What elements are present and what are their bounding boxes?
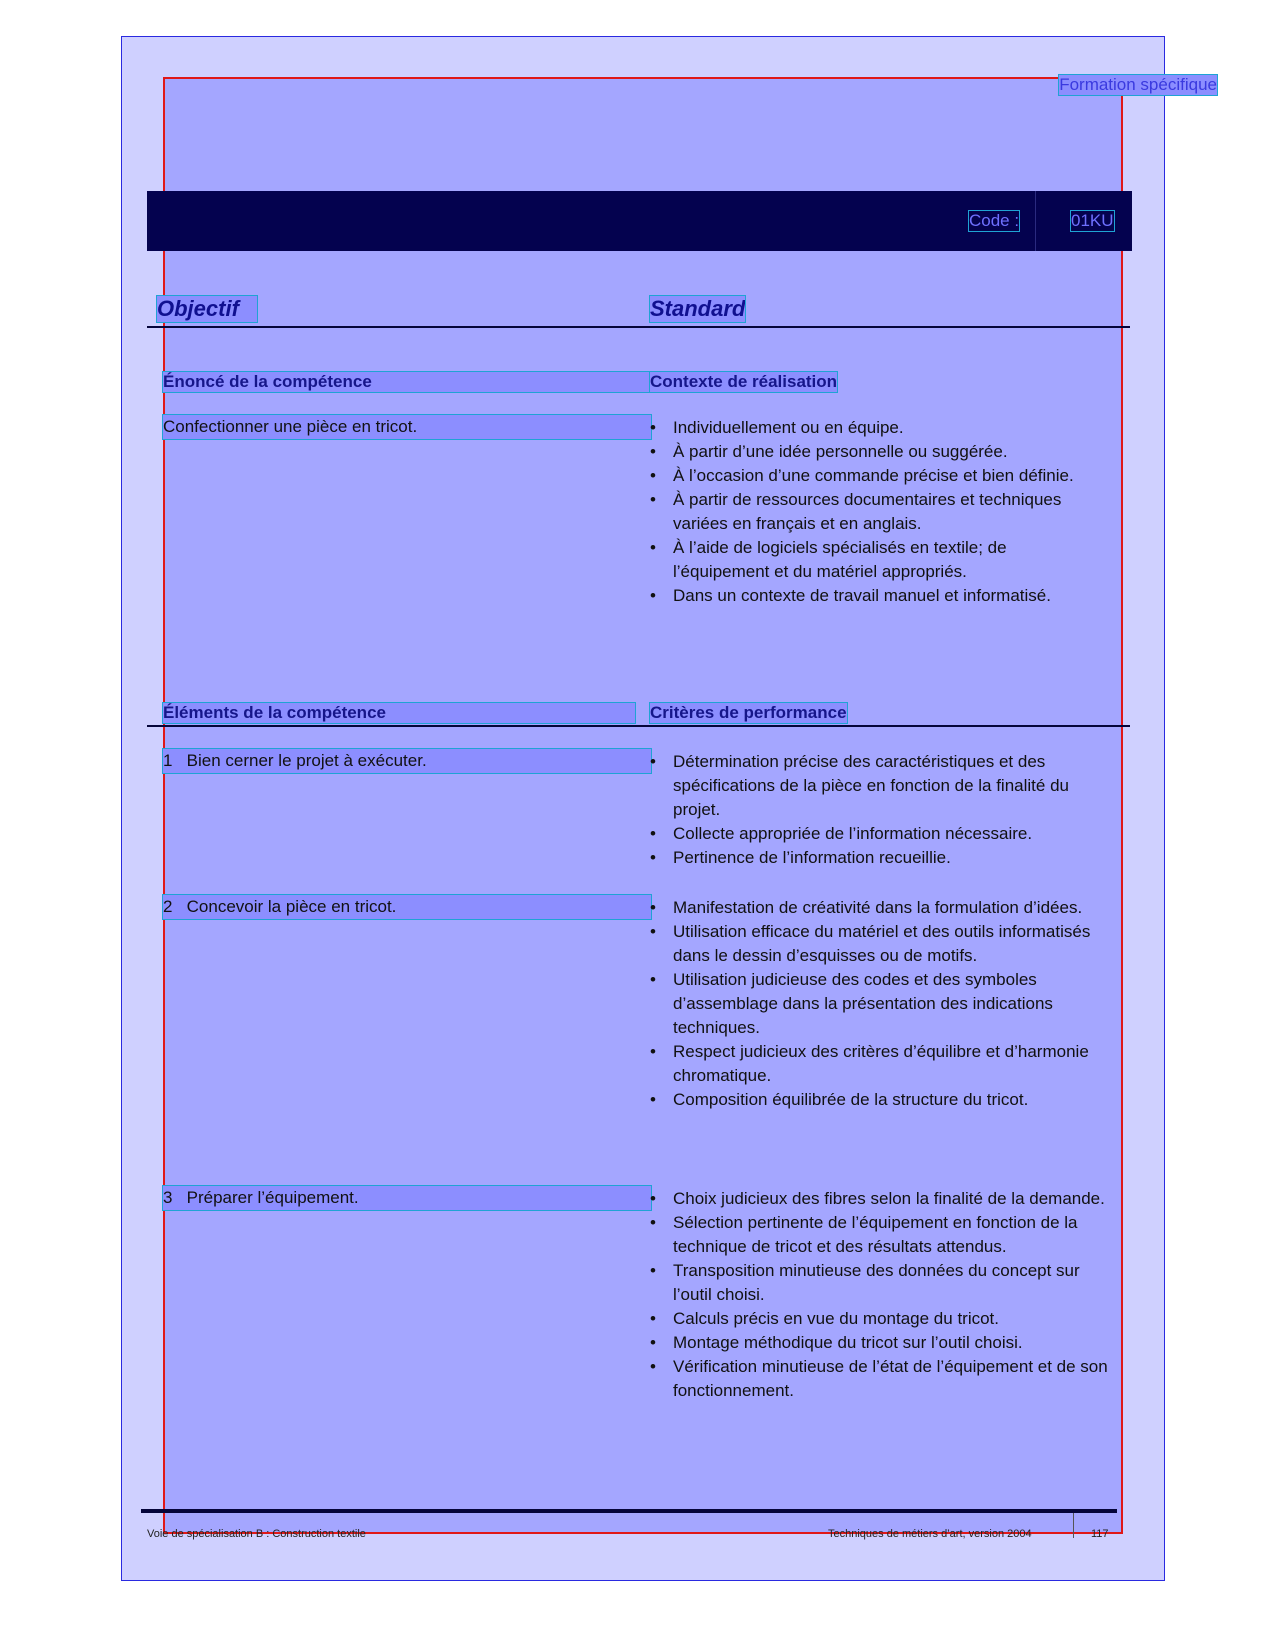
- elements-title: Éléments de la compétence: [163, 703, 635, 723]
- heading-rule: [147, 326, 1130, 328]
- criteria-list-3: [650, 1187, 1110, 1403]
- contexte-title: Contexte de réalisation: [650, 372, 838, 391]
- element-label: Concevoir la pièce en tricot.: [186, 897, 397, 916]
- list-item: • Composition équilibrée de la structure du tricot.: [650, 1088, 1110, 1112]
- section-rule: [147, 725, 1130, 727]
- code-value: 01KU: [1071, 211, 1114, 230]
- element-2: [163, 895, 651, 919]
- enonce-text: Confectionner une pièce en tricot.: [163, 415, 651, 439]
- criteria-list-1: [650, 750, 1100, 870]
- element-3: [163, 1186, 651, 1210]
- footer-left: Voie de spécialisation B : Construction textile: [147, 1528, 366, 1540]
- list-item: • Individuellement ou en équipe.: [650, 416, 1086, 440]
- list-item: • Dans un contexte de travail manuel et informatisé.: [650, 584, 1086, 608]
- enonce-title: Énoncé de la compétence: [163, 372, 651, 392]
- list-item: • À partir de ressources documentaires et techniques variées en français et en anglais.: [650, 488, 1086, 536]
- element-number: 2: [163, 897, 173, 916]
- list-item: • Détermination précise des caractéristiques et des spécifications de la pièce en fonction de la finalité du projet.: [650, 750, 1100, 822]
- element-label: Préparer l’équipement.: [186, 1188, 359, 1207]
- list-item: • À partir d’une idée personnelle ou suggérée.: [650, 440, 1086, 464]
- list-item: • Calculs précis en vue du montage du tricot.: [650, 1307, 1110, 1331]
- list-item: • Utilisation efficace du matériel et des outils informatisés dans le dessin d’esquisses ou de motifs.: [650, 920, 1110, 968]
- list-item: • Transposition minutieuse des données du concept sur l’outil choisi.: [650, 1259, 1110, 1307]
- list-item: • Utilisation judicieuse des codes et des symboles d’assemblage dans la présentation des indications techniques.: [650, 968, 1110, 1040]
- footer-right: Techniques de métiers d’art, version 2004: [828, 1528, 1032, 1540]
- banner-divider: [1035, 191, 1036, 251]
- criteria-list-2: [650, 896, 1110, 1112]
- page-number: 117: [1091, 1528, 1109, 1540]
- footer-rule: [141, 1509, 1117, 1513]
- objectif-heading: Objectif: [157, 296, 257, 322]
- criteres-title: Critères de performance: [650, 703, 847, 722]
- list-item: • À l’aide de logiciels spécialisés en textile; de l’équipement et du matériel appropriés.: [650, 536, 1086, 584]
- formation-header: Formation spécifique: [1059, 75, 1217, 94]
- list-item: • Montage méthodique du tricot sur l’outil choisi.: [650, 1331, 1110, 1355]
- list-item: • À l’occasion d’une commande précise et bien définie.: [650, 464, 1086, 488]
- element-number: 1: [163, 751, 173, 770]
- footer-divider: [1073, 1513, 1074, 1538]
- element-1: [163, 749, 651, 773]
- element-label: Bien cerner le projet à exécuter.: [186, 751, 427, 770]
- list-item: • Collecte appropriée de l’information nécessaire.: [650, 822, 1100, 846]
- list-item: • Vérification minutieuse de l’état de l’équipement et de son fonctionnement.: [650, 1355, 1110, 1403]
- element-number: 3: [163, 1188, 173, 1207]
- list-item: • Choix judicieux des fibres selon la finalité de la demande.: [650, 1187, 1110, 1211]
- contexte-list: [650, 416, 1086, 608]
- code-label: Code :: [969, 211, 1020, 230]
- list-item: • Respect judicieux des critères d’équilibre et d’harmonie chromatique.: [650, 1040, 1110, 1088]
- list-item: • Pertinence de l’information recueillie.: [650, 846, 1100, 870]
- list-item: • Manifestation de créativité dans la formulation d’idées.: [650, 896, 1110, 920]
- standard-heading: Standard: [650, 296, 746, 321]
- list-item: • Sélection pertinente de l’équipement en fonction de la technique de tricot et des résultats attendus.: [650, 1211, 1110, 1259]
